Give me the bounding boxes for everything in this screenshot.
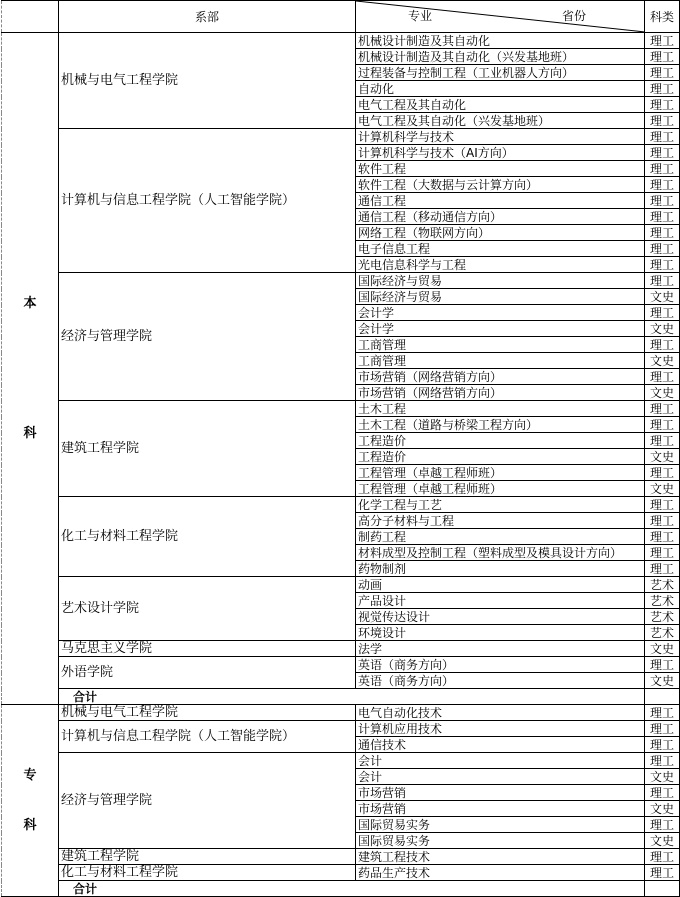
level-char: 科 — [23, 817, 37, 833]
major-cell: 网络工程（物联网方向） — [356, 225, 645, 241]
category-cell: 理工 — [645, 369, 680, 385]
major-cell: 工程造价 — [356, 433, 645, 449]
major-cell: 国际经济与贸易 — [356, 273, 645, 289]
table-row — [2, 33, 680, 49]
major-cell: 市场营销（网络营销方向） — [356, 369, 645, 385]
major-cell: 会计学 — [356, 305, 645, 321]
major-cell: 工商管理 — [356, 337, 645, 353]
major-cell: 软件工程 — [356, 161, 645, 177]
header-dept: 系部 — [59, 1, 356, 33]
table-row — [2, 705, 680, 721]
category-cell: 理工 — [645, 241, 680, 257]
category-cell: 理工 — [645, 737, 680, 753]
category-cell: 理工 — [645, 417, 680, 433]
diagonal-divider — [356, 1, 645, 32]
major-cell: 通信技术 — [356, 737, 645, 753]
dept-cell: 建筑工程学院 — [59, 849, 356, 865]
major-cell: 电气自动化技术 — [356, 705, 645, 721]
category-cell: 理工 — [645, 113, 680, 129]
dept-cell: 机械与电气工程学院 — [59, 33, 356, 129]
header-blank-cell — [2, 1, 59, 33]
major-cell: 计算机科学与技术（AI方向） — [356, 145, 645, 161]
header-province: 省份 — [561, 9, 586, 23]
dept-cell: 机械与电气工程学院 — [59, 705, 356, 721]
category-cell: 文史 — [645, 321, 680, 337]
major-cell: 工商管理 — [356, 353, 645, 369]
table-row — [2, 865, 680, 881]
table-row — [2, 657, 680, 673]
major-cell: 机械设计制造及其自动化 — [356, 33, 645, 49]
category-cell: 理工 — [645, 465, 680, 481]
dept-cell: 外语学院 — [59, 657, 356, 689]
category-cell: 理工 — [645, 161, 680, 177]
category-cell: 理工 — [645, 145, 680, 161]
category-cell: 理工 — [645, 81, 680, 97]
category-cell: 理工 — [645, 305, 680, 321]
major-cell: 视觉传达设计 — [356, 609, 645, 625]
major-cell: 土木工程（道路与桥梁工程方向） — [356, 417, 645, 433]
category-cell: 理工 — [645, 529, 680, 545]
major-cell: 英语（商务方向） — [356, 673, 645, 689]
major-cell: 法学 — [356, 641, 645, 657]
category-cell: 理工 — [645, 225, 680, 241]
major-cell: 工程造价 — [356, 449, 645, 465]
major-cell: 光电信息科学与工程 — [356, 257, 645, 273]
category-cell: 理工 — [645, 337, 680, 353]
category-cell: 文史 — [645, 385, 680, 401]
major-cell: 市场营销 — [356, 801, 645, 817]
enrollment-table — [1, 0, 680, 897]
major-cell: 软件工程（大数据与云计算方向） — [356, 177, 645, 193]
major-cell: 建筑工程技术 — [356, 849, 645, 865]
table-row — [2, 129, 680, 145]
dept-cell: 马克思主义学院 — [59, 641, 356, 657]
major-cell: 药品生产技术 — [356, 865, 645, 881]
total-label: 合计 — [59, 881, 645, 897]
category-cell: 理工 — [645, 65, 680, 81]
category-cell: 艺术 — [645, 625, 680, 641]
category-cell: 理工 — [645, 33, 680, 49]
major-cell: 高分子材料与工程 — [356, 513, 645, 529]
major-cell: 计算机科学与技术 — [356, 129, 645, 145]
dept-cell: 经济与管理学院 — [59, 753, 356, 849]
level-cell — [2, 705, 59, 897]
category-cell: 文史 — [645, 353, 680, 369]
category-cell: 理工 — [645, 129, 680, 145]
header-category: 科类 — [645, 1, 680, 33]
category-cell: 理工 — [645, 209, 680, 225]
dept-cell: 计算机与信息工程学院（人工智能学院） — [59, 721, 356, 753]
major-cell: 机械设计制造及其自动化（兴发基地班） — [356, 49, 645, 65]
category-cell: 文史 — [645, 289, 680, 305]
major-cell: 国际贸易实务 — [356, 833, 645, 849]
table-row — [2, 641, 680, 657]
category-cell: 理工 — [645, 177, 680, 193]
category-cell: 艺术 — [645, 577, 680, 593]
dept-cell: 化工与材料工程学院 — [59, 497, 356, 577]
major-cell: 计算机应用技术 — [356, 721, 645, 737]
level-char: 专 — [23, 767, 37, 783]
table-row — [2, 577, 680, 593]
category-cell: 理工 — [645, 865, 680, 881]
total-row — [2, 689, 680, 705]
major-cell: 工程管理（卓越工程师班） — [356, 465, 645, 481]
major-cell: 英语（商务方向） — [356, 657, 645, 673]
table-row — [2, 401, 680, 417]
category-cell: 理工 — [645, 545, 680, 561]
dept-cell: 化工与材料工程学院 — [59, 865, 356, 881]
major-cell: 工程管理（卓越工程师班） — [356, 481, 645, 497]
category-cell: 理工 — [645, 561, 680, 577]
table-row — [2, 849, 680, 865]
category-cell: 理工 — [645, 849, 680, 865]
category-cell: 文史 — [645, 673, 680, 689]
major-cell: 环境设计 — [356, 625, 645, 641]
major-cell: 国际贸易实务 — [356, 817, 645, 833]
major-cell: 国际经济与贸易 — [356, 289, 645, 305]
category-cell: 文史 — [645, 641, 680, 657]
category-cell: 艺术 — [645, 593, 680, 609]
category-cell: 理工 — [645, 705, 680, 721]
major-cell: 制药工程 — [356, 529, 645, 545]
total-label: 合计 — [59, 689, 645, 705]
header-row — [2, 1, 680, 33]
table-row — [2, 273, 680, 289]
total-row — [2, 881, 680, 897]
dept-cell: 计算机与信息工程学院（人工智能学院） — [59, 129, 356, 273]
major-cell: 电气工程及其自动化（兴发基地班） — [356, 113, 645, 129]
category-cell: 理工 — [645, 433, 680, 449]
category-cell: 理工 — [645, 753, 680, 769]
major-cell: 药物制剂 — [356, 561, 645, 577]
category-cell: 理工 — [645, 657, 680, 673]
major-cell: 土木工程 — [356, 401, 645, 417]
header-major-province — [356, 1, 645, 33]
category-cell: 理工 — [645, 97, 680, 113]
major-cell: 电气工程及其自动化 — [356, 97, 645, 113]
category-cell: 理工 — [645, 401, 680, 417]
level-cell — [2, 33, 59, 705]
category-cell: 理工 — [645, 273, 680, 289]
header-major: 专业 — [408, 9, 433, 23]
category-cell: 理工 — [645, 193, 680, 209]
major-cell: 通信工程 — [356, 193, 645, 209]
major-cell: 自动化 — [356, 81, 645, 97]
category-cell: 理工 — [645, 513, 680, 529]
category-cell: 理工 — [645, 49, 680, 65]
category-cell: 文史 — [645, 481, 680, 497]
category-cell: 文史 — [645, 449, 680, 465]
category-cell: 理工 — [645, 497, 680, 513]
category-cell: 理工 — [645, 785, 680, 801]
table-row — [2, 753, 680, 769]
table-row — [2, 497, 680, 513]
major-cell: 市场营销 — [356, 785, 645, 801]
category-cell: 理工 — [645, 721, 680, 737]
total-blank-cell — [645, 881, 680, 897]
category-cell: 理工 — [645, 257, 680, 273]
category-cell: 理工 — [645, 817, 680, 833]
total-blank-cell — [645, 689, 680, 705]
major-cell: 化学工程与工艺 — [356, 497, 645, 513]
category-cell: 文史 — [645, 833, 680, 849]
category-cell: 艺术 — [645, 609, 680, 625]
major-cell: 市场营销（网络营销方向） — [356, 385, 645, 401]
level-char: 科 — [23, 425, 37, 441]
major-cell: 材料成型及控制工程（塑料成型及模具设计方向） — [356, 545, 645, 561]
major-cell: 产品设计 — [356, 593, 645, 609]
major-cell: 通信工程（移动通信方向） — [356, 209, 645, 225]
table-row — [2, 721, 680, 737]
dept-cell: 建筑工程学院 — [59, 401, 356, 497]
table-body — [2, 1, 680, 897]
major-cell: 动画 — [356, 577, 645, 593]
dept-cell: 艺术设计学院 — [59, 577, 356, 641]
major-cell: 过程装备与控制工程（工业机器人方向） — [356, 65, 645, 81]
dept-cell: 经济与管理学院 — [59, 273, 356, 401]
category-cell: 文史 — [645, 769, 680, 785]
major-cell: 会计 — [356, 769, 645, 785]
level-char: 本 — [23, 295, 37, 311]
category-cell: 文史 — [645, 801, 680, 817]
major-cell: 会计学 — [356, 321, 645, 337]
major-cell: 会计 — [356, 753, 645, 769]
major-cell: 电子信息工程 — [356, 241, 645, 257]
